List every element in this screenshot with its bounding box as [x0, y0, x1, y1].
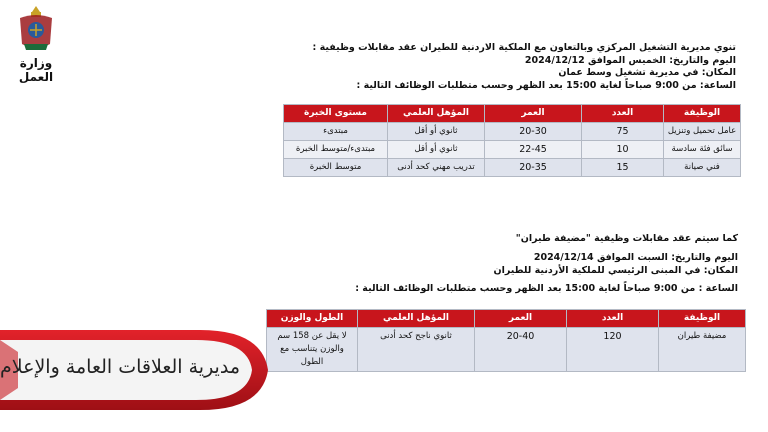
announcement-2 [355, 232, 738, 295]
cell-qualification: ثانوي ناجح كحد أدنى [358, 328, 475, 372]
cell-count: 75 [582, 123, 664, 141]
table-row [284, 123, 741, 141]
header-height-weight: الطول والوزن [267, 310, 358, 328]
cell-qualification: ثانوي أو أقل [388, 123, 485, 141]
cell-count: 120 [567, 328, 659, 372]
table-row [267, 328, 746, 372]
cell-age: 20-35 [485, 159, 582, 177]
cell-job: فني صيانة [664, 159, 741, 177]
header-qualification: المؤهل العلمي [358, 310, 475, 328]
header-age: العمر [485, 105, 582, 123]
announcement-2-intro: كما سيتم عقد مقابلات وظيفية "مضيفة طيران" [515, 233, 738, 244]
announcement-1-place: المكان: في مديرية تشغيل وسط عمان [558, 67, 736, 78]
announcement-2-time: الساعة : من 9:00 صباحاً لغاية 15:00 بعد الظهر وحسب متطلبات الوظائف التالية : [355, 283, 738, 294]
header-count: العدد [582, 105, 664, 123]
cell-experience: متوسط الخبرة [284, 159, 388, 177]
banner-label: مديرية العلاقات العامة والإعلام [0, 356, 240, 378]
announcement-1 [312, 42, 736, 92]
department-banner [0, 322, 270, 417]
header-job: الوظيفة [664, 105, 741, 123]
ministry-logo [4, 4, 68, 84]
cell-job: مضيفة طيران [659, 328, 746, 372]
jobs-table-2 [266, 309, 746, 372]
announcement-2-place: المكان: في المبنى الرئيسي للملكية الأردنية للطيران [493, 265, 738, 276]
table-header-row [267, 310, 746, 328]
cell-qualification: ثانوي أو أقل [388, 141, 485, 159]
ministry-name: وزارة العمل [18, 56, 54, 84]
cell-count: 10 [582, 141, 664, 159]
coat-of-arms-icon [16, 4, 56, 54]
announcement-1-intro: تنوي مديرية التشغيل المركزي وبالتعاون مع الملكية الاردنية للطيران عقد مقابلات وظيفية : [312, 42, 736, 53]
header-experience: مستوى الخبرة [284, 105, 388, 123]
cell-qualification: تدريب مهني كحد أدنى [388, 159, 485, 177]
cell-count: 15 [582, 159, 664, 177]
header-qualification: المؤهل العلمي [388, 105, 485, 123]
cell-height-weight: لا يقل عن 158 سم والوزن يتناسب مع الطول [267, 328, 358, 372]
header-count: العدد [567, 310, 659, 328]
announcement-2-date: اليوم والتاريخ: السبت الموافق 2024/12/14 [533, 252, 738, 263]
header-job: الوظيفة [659, 310, 746, 328]
table-row [284, 141, 741, 159]
header-age: العمر [475, 310, 567, 328]
cell-job: سائق فئة سادسة [664, 141, 741, 159]
cell-job: عامل تحميل وتنزيل [664, 123, 741, 141]
table-header-row [284, 105, 741, 123]
cell-age: 20-40 [475, 328, 567, 372]
announcement-1-date: اليوم والتاريخ: الخميس الموافق 2024/12/12 [524, 54, 736, 66]
cell-age: 20-30 [485, 123, 582, 141]
cell-experience: مبتدىء/متوسط الخبرة [284, 141, 388, 159]
table-row [284, 159, 741, 177]
announcement-1-time: الساعة: من 9:00 صباحاً لغاية 15:00 بعد الظهر وحسب متطلبات الوظائف التالية : [356, 79, 736, 91]
cell-experience: مبتدىء [284, 123, 388, 141]
jobs-table-1 [283, 104, 741, 177]
cell-age: 22-45 [485, 141, 582, 159]
